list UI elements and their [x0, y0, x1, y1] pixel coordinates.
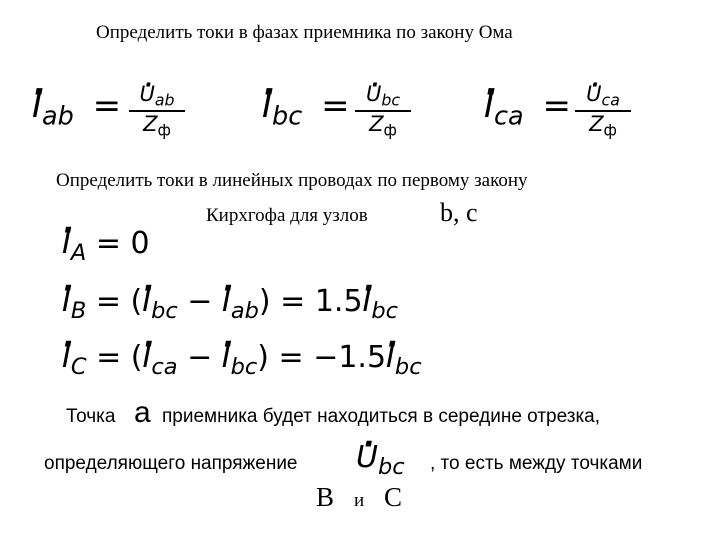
current-symbol: · I	[222, 340, 231, 375]
current-subscript: ca	[151, 353, 178, 380]
voltage-subscript: ca	[601, 90, 620, 110]
current-symbol: · I	[143, 340, 152, 375]
voltage-subscript: bc	[381, 90, 401, 110]
note-line2-start: определяющего напряжение	[44, 453, 298, 474]
note-line1-end: приемника будет находиться в середине отрезка,	[162, 406, 601, 427]
equation-rhs: = 0	[95, 226, 150, 261]
current-subscript: bc	[272, 101, 303, 132]
impedance-symbol: Z	[369, 111, 384, 136]
equation-part: ) = 1.5	[258, 284, 363, 319]
current-subscript: bc	[151, 297, 178, 324]
impedance-symbol: Z	[589, 111, 604, 136]
voltage-symbol: · U	[356, 440, 378, 475]
current-subscript: ab	[42, 101, 74, 132]
equation-part: ) = −1.5	[257, 340, 387, 375]
current-symbol: · I	[62, 340, 71, 375]
current-symbol: · I	[262, 86, 272, 126]
note-point-C: C	[384, 482, 403, 512]
note-line1-start: Точка	[66, 406, 116, 427]
equation-part: = (	[96, 340, 143, 375]
impedance-subscript: ф	[383, 120, 397, 140]
current-subscript: bc	[394, 353, 422, 380]
voltage-symbol: · U	[366, 82, 381, 106]
current-subscript: ca	[494, 101, 524, 132]
minus-sign: −	[177, 284, 222, 319]
heading-ohm-law: Определить токи в фазах приемника по закону Ома	[96, 22, 513, 43]
current-symbol: · I	[363, 284, 372, 319]
equation-part: = (	[95, 284, 143, 319]
impedance-subscript: ф	[157, 120, 171, 140]
current-symbol: · I	[62, 284, 71, 319]
note-line2-end: , то есть между точками	[430, 453, 643, 474]
current-symbol: · I	[386, 340, 395, 375]
node-labels: b, c	[440, 198, 478, 227]
voltage-subscript: ab	[154, 90, 175, 110]
heading-kirchhoff-line2: Кирхгофа для узлов	[206, 205, 368, 226]
current-subscript: C	[70, 353, 87, 380]
voltage-subscript: bc	[377, 453, 405, 480]
equation-current-A	[62, 226, 150, 266]
current-subscript: B	[70, 297, 87, 324]
equation-current-C	[62, 340, 422, 380]
current-subscript: ab	[230, 297, 259, 324]
impedance-symbol: Z	[143, 111, 158, 136]
current-symbol: · I	[62, 226, 71, 261]
current-symbol: · I	[222, 284, 231, 319]
note-point-a: a	[134, 396, 151, 429]
current-subscript: A	[70, 239, 87, 266]
voltage-symbol: · U	[139, 82, 154, 106]
voltage-symbol: · U	[586, 82, 601, 106]
current-symbol: · I	[484, 86, 494, 126]
note-point-B: B	[316, 482, 335, 512]
minus-sign: −	[177, 340, 222, 375]
note-voltage	[356, 440, 405, 480]
note-and: и	[354, 490, 365, 511]
heading-kirchhoff-line1: Определить токи в линейных проводах по первому закону	[56, 170, 528, 191]
impedance-subscript: ф	[603, 120, 617, 140]
current-symbol: · I	[32, 86, 42, 126]
current-subscript: bc	[371, 297, 399, 324]
current-subscript: bc	[230, 353, 258, 380]
equation-current-B	[62, 284, 398, 324]
current-symbol: · I	[142, 284, 151, 319]
